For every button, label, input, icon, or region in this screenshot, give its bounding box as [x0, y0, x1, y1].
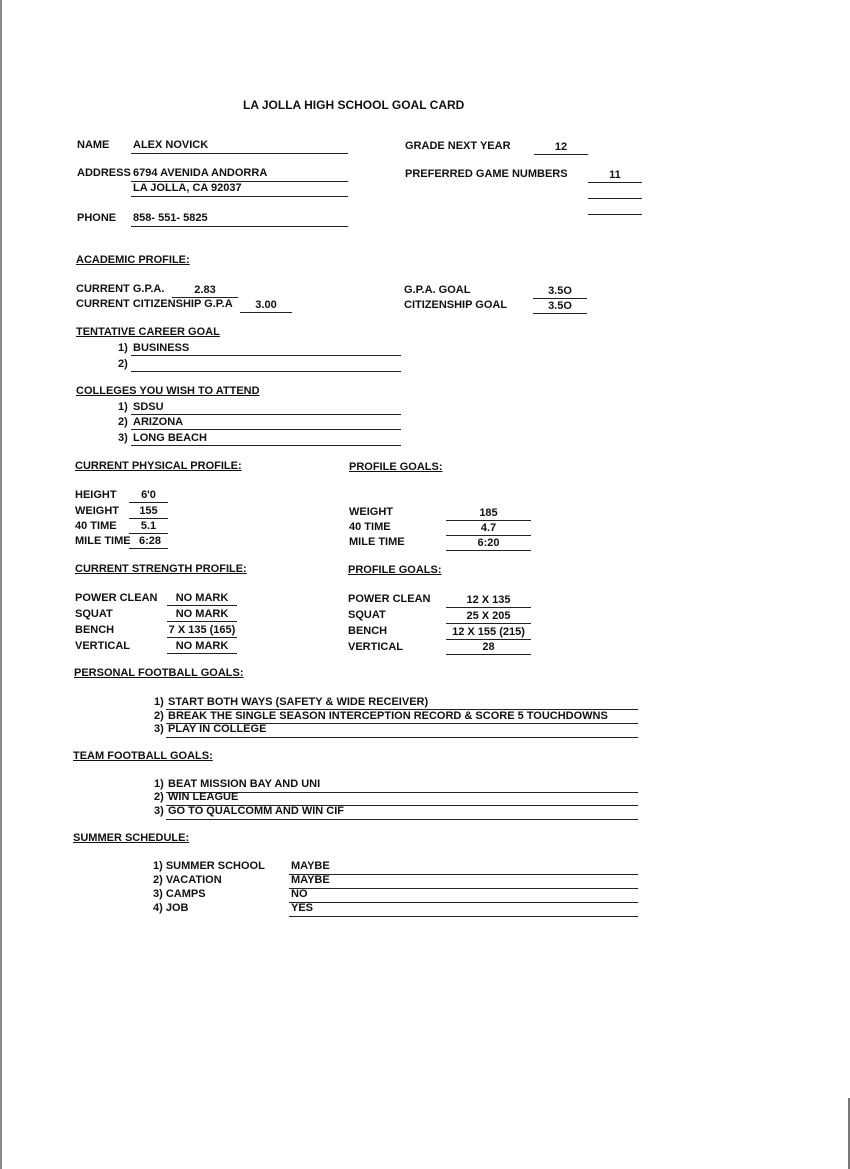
gpa-value: 2.83 — [194, 284, 216, 296]
bench-value: 7 X 135 (165) — [168, 624, 236, 636]
forty-time-goal-value: 4.7 — [480, 522, 497, 534]
citizenship-value: 3.00 — [255, 299, 277, 311]
squat-line — [167, 621, 237, 622]
gpa-goal-value: 3.5O — [548, 285, 572, 297]
weight-goal-line — [446, 520, 531, 521]
address-label: ADDRESS — [77, 167, 131, 179]
summer-line-1 — [289, 874, 638, 875]
summer-item-1-label: 1) SUMMER SCHOOL — [153, 860, 265, 872]
summer-line-2 — [289, 888, 638, 889]
phone-label: PHONE — [77, 212, 117, 224]
personal-goal-3-num: 3) — [154, 723, 164, 735]
college-item-2-num: 2) — [118, 416, 128, 428]
bench-goal-label: BENCH — [348, 625, 388, 637]
vertical-goal-line — [446, 654, 531, 655]
personal-goal-line-3 — [166, 737, 638, 738]
game-number-line2 — [588, 198, 642, 199]
grade-label: GRADE NEXT YEAR — [405, 140, 511, 152]
personal-goal-1-text: START BOTH WAYS (SAFETY & WIDE RECEIVER) — [168, 696, 429, 708]
college-line-3 — [131, 445, 401, 446]
mile-time-goal-line — [446, 550, 531, 551]
career-line-1 — [131, 355, 401, 356]
squat-value: NO MARK — [175, 608, 229, 620]
forty-time-label: 40 TIME — [75, 520, 117, 532]
weight-label: WEIGHT — [75, 505, 119, 517]
summer-item-4-label: 4) JOB — [153, 902, 189, 914]
personal-goal-2-text: BREAK THE SINGLE SEASON INTERCEPTION RECORD & SCORE 5 TOUCHDOWNS — [168, 710, 608, 722]
forty-time-value: 5.1 — [140, 520, 157, 532]
summer-heading: SUMMER SCHEDULE: — [73, 832, 190, 844]
mile-time-goal-label: MILE TIME — [349, 536, 405, 548]
college-item-1-num: 1) — [118, 401, 128, 413]
personal-goals-heading: PERSONAL FOOTBALL GOALS: — [74, 667, 244, 679]
bench-label: BENCH — [75, 624, 115, 636]
college-item-3-text: LONG BEACH — [133, 432, 207, 444]
grade-line — [534, 154, 588, 155]
physical-goals-heading: PROFILE GOALS: — [349, 461, 443, 473]
address-line2-value: LA JOLLA, CA 92037 — [133, 182, 242, 194]
college-item-2-text: ARIZONA — [133, 416, 184, 428]
power-clean-goal-value: 12 X 135 — [466, 594, 511, 606]
team-goal-line-3 — [166, 819, 638, 820]
power-clean-value: NO MARK — [175, 592, 229, 604]
career-item-1-num: 1) — [118, 342, 128, 354]
citizenship-goal-label: CITIZENSHIP GOAL — [404, 299, 508, 311]
forty-time-goal-line — [446, 535, 531, 536]
power-clean-line — [167, 605, 237, 606]
height-line — [129, 502, 168, 503]
grade-value: 12 — [554, 141, 568, 153]
citizenship-label: CURRENT CITIZENSHIP G.P.A — [76, 298, 233, 310]
career-heading: TENTATIVE CAREER GOAL — [76, 326, 220, 338]
vertical-goal-value: 28 — [482, 641, 495, 653]
bench-goal-value: 12 X 155 (215) — [452, 626, 525, 638]
strength-heading: CURRENT STRENGTH PROFILE: — [75, 563, 247, 575]
mile-time-value: 6:28 — [138, 535, 162, 547]
gpa-label: CURRENT G.P.A. — [76, 283, 165, 295]
team-goal-2-num: 2) — [154, 791, 164, 803]
scan-edge-left — [0, 0, 2, 1169]
squat-goal-label: SQUAT — [348, 609, 386, 621]
summer-line-3 — [289, 902, 638, 903]
summer-item-2-value: MAYBE — [291, 874, 330, 886]
height-label: HEIGHT — [75, 489, 117, 501]
team-goal-3-text: GO TO QUALCOMM AND WIN CIF — [168, 805, 344, 817]
summer-item-1-value: MAYBE — [291, 860, 330, 872]
bench-line — [167, 637, 237, 638]
colleges-heading: COLLEGES YOU WISH TO ATTEND — [76, 385, 260, 397]
name-line — [131, 153, 348, 154]
summer-line-4 — [289, 916, 638, 917]
phone-value: 858- 551- 5825 — [133, 212, 208, 224]
height-value: 6'0 — [141, 489, 156, 501]
academic-heading: ACADEMIC PROFILE: — [76, 254, 190, 266]
weight-goal-label: WEIGHT — [349, 506, 393, 518]
page-title: LA JOLLA HIGH SCHOOL GOAL CARD — [243, 98, 465, 112]
mile-time-goal-value: 6:20 — [477, 537, 500, 549]
college-line-2 — [131, 429, 401, 430]
personal-goal-3-text: PLAY IN COLLEGE — [168, 723, 267, 735]
power-clean-label: POWER CLEAN — [75, 592, 158, 604]
power-clean-goal-label: POWER CLEAN — [348, 593, 431, 605]
college-item-3-num: 3) — [118, 432, 128, 444]
team-goals-heading: TEAM FOOTBALL GOALS: — [73, 750, 213, 762]
strength-goals-heading: PROFILE GOALS: — [348, 564, 442, 576]
phone-line — [131, 226, 348, 227]
personal-goal-1-num: 1) — [154, 696, 164, 708]
citizenship-goal-line — [533, 313, 587, 314]
team-goal-2-text: WIN LEAGUE — [168, 791, 239, 803]
personal-goal-2-num: 2) — [154, 710, 164, 722]
game-number-value: 11 — [609, 169, 621, 181]
squat-goal-line — [446, 623, 531, 624]
summer-item-4-value: YES — [291, 902, 314, 914]
power-clean-goal-line — [446, 607, 531, 608]
career-line-2 — [131, 371, 401, 372]
squat-label: SQUAT — [75, 608, 113, 620]
summer-item-3-value: NO — [291, 888, 308, 900]
gpa-goal-label: G.P.A. GOAL — [404, 284, 471, 296]
college-item-1-text: SDSU — [133, 401, 164, 413]
vertical-label: VERTICAL — [75, 640, 130, 652]
vertical-line — [167, 653, 237, 654]
name-value: ALEX NOVICK — [133, 139, 209, 151]
name-label: NAME — [77, 139, 110, 151]
squat-goal-value: 25 X 205 — [466, 610, 511, 622]
citizenship-line — [240, 312, 292, 313]
citizenship-goal-value: 3.5O — [548, 300, 572, 312]
vertical-value: NO MARK — [175, 640, 229, 652]
team-goal-1-text: BEAT MISSION BAY AND UNI — [168, 778, 321, 790]
game-number-line3 — [588, 214, 642, 215]
weight-line — [129, 518, 168, 519]
address-line2 — [131, 196, 348, 197]
address-line1-value: 6794 AVENIDA ANDORRA — [133, 167, 268, 179]
game-numbers-label: PREFERRED GAME NUMBERS — [405, 168, 568, 180]
mile-time-label: MILE TIME — [75, 535, 131, 547]
physical-heading: CURRENT PHYSICAL PROFILE: — [75, 460, 242, 472]
weight-goal-value: 185 — [479, 507, 498, 519]
gpa-goal-line — [533, 298, 587, 299]
weight-value: 155 — [139, 505, 158, 517]
college-line-1 — [131, 414, 401, 415]
game-number-line1 — [588, 182, 642, 183]
bench-goal-line — [446, 639, 531, 640]
vertical-goal-label: VERTICAL — [348, 641, 403, 653]
mile-time-line — [129, 548, 168, 549]
career-item-2-num: 2) — [118, 358, 128, 370]
forty-time-goal-label: 40 TIME — [349, 521, 391, 533]
summer-item-2-label: 2) VACATION — [153, 874, 222, 886]
career-item-1-text: BUSINESS — [133, 342, 190, 354]
team-goal-3-num: 3) — [154, 805, 164, 817]
summer-item-3-label: 3) CAMPS — [153, 888, 206, 900]
team-goal-1-num: 1) — [154, 778, 164, 790]
forty-time-line — [129, 533, 168, 534]
